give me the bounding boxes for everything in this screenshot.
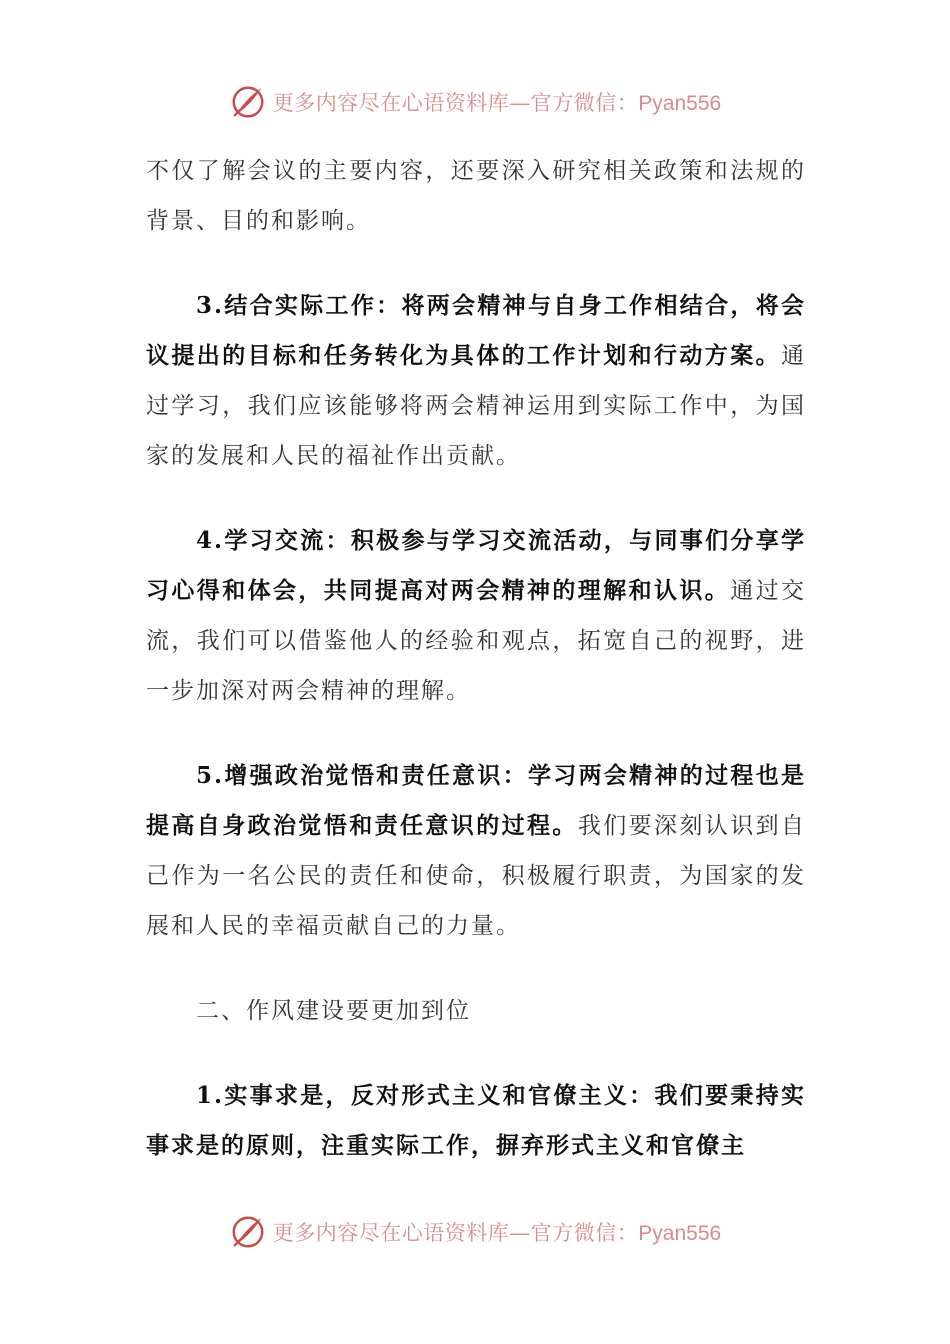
quill-pen-logo-icon — [229, 83, 267, 121]
item-4-body: 通过交流，我们可以借鉴他人的经验和观点，拓宽自己的视野，进一步加深对两会精神的理解。 — [146, 578, 807, 704]
item-3-lead: 3.结合实际工作：将两会精神与自身工作相结合，将会议提出的目标和任务转化为具体的工作计划和行动方案。 — [146, 292, 806, 369]
section-heading-2: 二、作风建设要更加到位 — [196, 998, 471, 1024]
footer-banner — [0, 1210, 950, 1254]
paragraph-item-1-section-2 — [146, 1071, 806, 1171]
header-banner — [0, 80, 950, 124]
paragraph-item-5 — [146, 751, 806, 951]
footer-banner-text: 更多内容尽在心语资料库—官方微信：Pyan556 — [272, 1221, 722, 1245]
quill-pen-logo-icon — [229, 1213, 267, 1251]
paragraph-item-4 — [146, 516, 806, 716]
header-banner-wechat-id: Pyan556 — [638, 92, 722, 115]
item-1-lead: 1.实事求是，反对形式主义和官僚主义：我们要秉持实事求是的原则，注重实际工作，摒弃形式主义和官僚主 — [146, 1082, 806, 1159]
document-body — [146, 146, 806, 1206]
footer-banner-wechat-id: Pyan556 — [638, 1222, 722, 1245]
header-banner-text: 更多内容尽在心语资料库—官方微信：Pyan556 — [272, 91, 722, 115]
paragraph-continuation: 不仅了解会议的主要内容，还要深入研究相关政策和法规的背景、目的和影响。 — [146, 158, 806, 234]
item-4-lead: 4.学习交流：积极参与学习交流活动，与同事们分享学习心得和体会，共同提高对两会精神的理解和认识。 — [146, 527, 806, 604]
item-5-lead: 5.增强政治觉悟和责任意识：学习两会精神的过程也是提高自身政治觉悟和责任意识的过程。 — [146, 762, 806, 839]
item-5-body: 我们要深刻认识到自己作为一名公民的责任和使命，积极履行职责，为国家的发展和人民的幸福贡献自己的力量。 — [146, 813, 807, 939]
paragraph-item-3 — [146, 281, 806, 481]
item-3-body: 通过学习，我们应该能够将两会精神运用到实际工作中，为国家的发展和人民的福祉作出贡献。 — [146, 343, 806, 469]
